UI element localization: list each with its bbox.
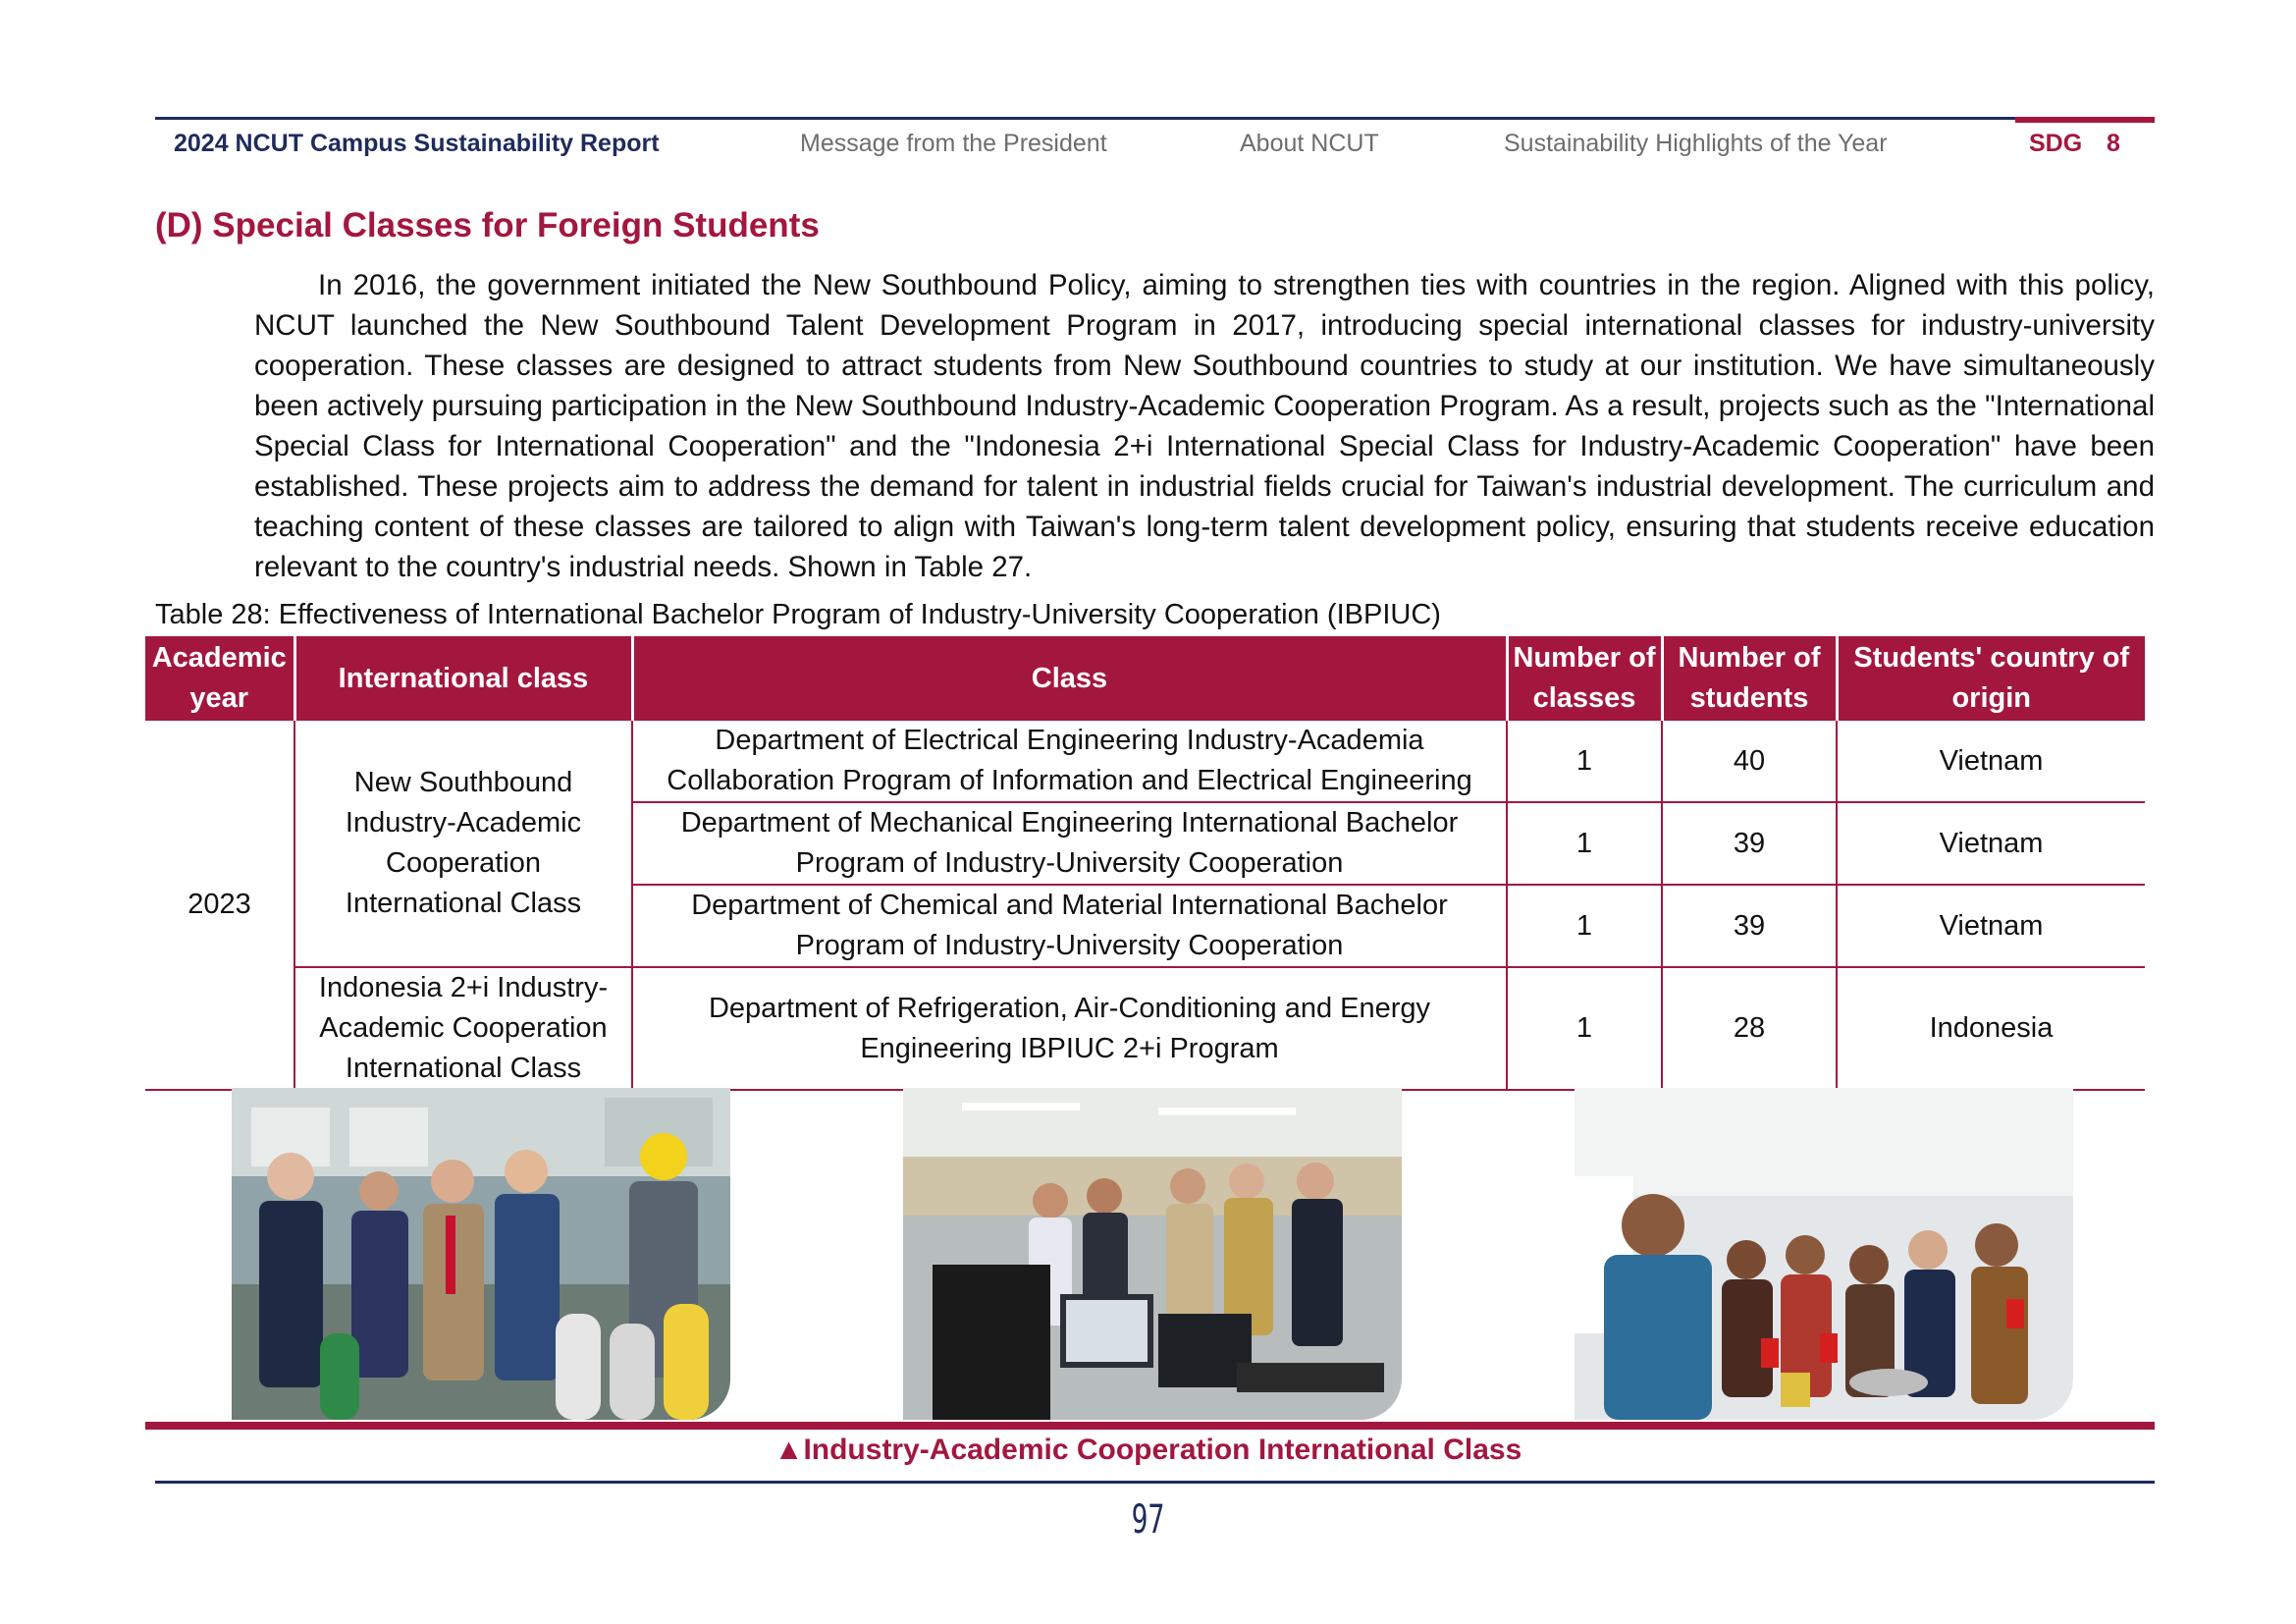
header-number-of-classes: Number of classes (1507, 636, 1662, 721)
footer-rule (155, 1481, 2155, 1484)
ibpiuc-table (145, 636, 2145, 1091)
cell-number-of-classes: 1 (1507, 967, 1662, 1090)
table-row (145, 721, 2145, 802)
cell-class: Department of Chemical and Material International Bachelor Program of Industry-University Cooperation (632, 885, 1507, 967)
cell-country: Vietnam (1837, 721, 2145, 802)
cell-class: Department of Refrigeration, Air-Conditioning and Energy Engineering IBPIUC 2+i Program (632, 967, 1507, 1090)
photo-caption: ▲Industry-Academic Cooperation International Class (774, 1434, 1522, 1466)
cell-number-of-students: 39 (1662, 885, 1837, 967)
section-paragraph: In 2016, the government initiated the New Southbound Policy, aiming to strengthen ties with countries in the region. Aligned with this policy, NCUT launched the New Southbound Talent Development Program in 2017, introducing special international classes for industry-university cooperation. These classes are designed to attract students from New Southbound countries to study at our institution. We have simultaneously been actively pursuing participation in the New Southbound Industry-Academic Cooperation Program. As a result, projects such as the "International Special Class for International Cooperation" and the "Indonesia 2+i International Special Class for Industry-Academic Cooperation" have been established. These projects aim to address the demand for talent in industrial fields crucial for Taiwan's industrial development. The curriculum and teaching content of these classes are tailored to align with Taiwan's long-term talent development policy, ensuring that students receive education relevant to the country's industrial needs. Shown in Table 27. (254, 269, 2155, 583)
header-international-class: International class (294, 636, 632, 721)
photo-lab-gas-cylinders (232, 1088, 730, 1420)
cell-academic-year: 2023 (145, 721, 294, 1090)
report-title: 2024 NCUT Campus Sustainability Report (174, 130, 660, 157)
photo-divider-bar (145, 1422, 2155, 1430)
header-academic-year: Academic year (145, 636, 294, 721)
cell-country: Vietnam (1837, 802, 2145, 885)
section-title: (D) Special Classes for Foreign Students (155, 206, 820, 244)
table-caption: Table 28: Effectiveness of International Bachelor Program of Industry-University Cooperation (IBPIUC) (155, 599, 1441, 630)
table-row (145, 967, 2145, 1090)
cell-number-of-classes: 1 (1507, 802, 1662, 885)
cell-class: Department of Electrical Engineering Industry-Academia Collaboration Program of Information and Electrical Engineering (632, 721, 1507, 802)
header-number-of-students: Number of students (1662, 636, 1837, 721)
photo-computer-lab (903, 1088, 1402, 1420)
page-number: 97 (1131, 1497, 1165, 1543)
cell-number-of-students: 39 (1662, 802, 1837, 885)
cell-country: Vietnam (1837, 885, 2145, 967)
cell-number-of-classes: 1 (1507, 721, 1662, 802)
header-country-of-origin: Students' country of origin (1837, 636, 2145, 721)
header-class: Class (632, 636, 1507, 721)
sdg-label[interactable]: SDG (2029, 130, 2083, 157)
nav-about-ncut[interactable]: About NCUT (1240, 130, 1379, 157)
table-header-row (145, 636, 2145, 721)
cell-country: Indonesia (1837, 967, 2145, 1090)
header-rule (155, 117, 2015, 120)
cell-international-class: Indonesia 2+i Industry-Academic Cooperation International Class (294, 967, 632, 1090)
sdg-accent-bar (2015, 117, 2155, 123)
cell-number-of-students: 28 (1662, 967, 1837, 1090)
nav-message-from-president[interactable]: Message from the President (800, 130, 1107, 157)
cell-international-class: New Southbound Industry-Academic Cooperation International Class (294, 721, 632, 967)
photo-group-celebration (1575, 1088, 2073, 1420)
nav-sustainability-highlights[interactable]: Sustainability Highlights of the Year (1504, 130, 1888, 157)
cell-number-of-students: 40 (1662, 721, 1837, 802)
cell-class: Department of Mechanical Engineering International Bachelor Program of Industry-University Cooperation (632, 802, 1507, 885)
sdg-number[interactable]: 8 (2107, 130, 2120, 157)
cell-number-of-classes: 1 (1507, 885, 1662, 967)
